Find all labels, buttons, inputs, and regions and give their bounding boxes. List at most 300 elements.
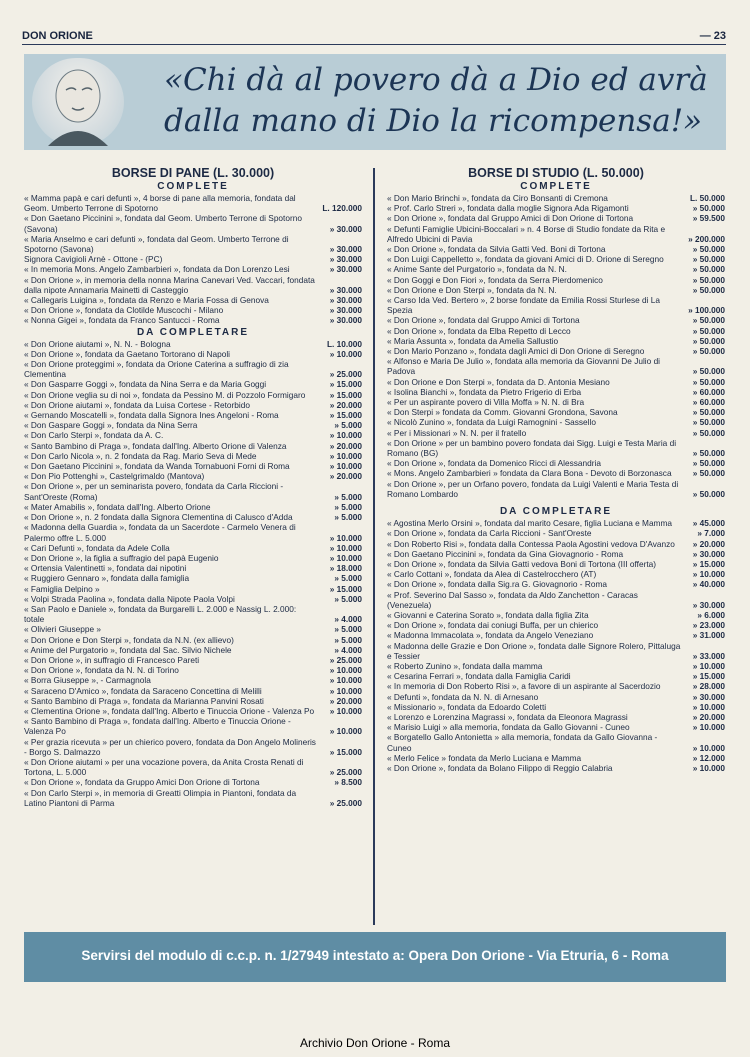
entry-amount: » 5.000 — [334, 501, 362, 512]
banner-quote-line1: «Chi dà al povero dà a Dio ed avrà — [164, 62, 708, 98]
entry-amount: » 10.000 — [329, 461, 362, 472]
entry-text: « Don Orione », in memoria della nonna Marina Canevari Ved. Vaccari, fondata dalla nipote Annamaria Mainetti di Casteggio — [24, 274, 315, 295]
entry-text: « Don Mario Ponzano », fondata dagli Amici di Don Orione di Seregno — [387, 346, 645, 357]
entry-amount: » 50.000 — [692, 366, 725, 377]
list-item — [24, 400, 362, 410]
list-item — [387, 528, 725, 538]
entry-text: « Santo Bambino di Praga », fondata dall'Ing. Alberto Orione di Valenza — [24, 440, 287, 451]
entry-amount: » 15.000 — [329, 379, 362, 390]
list-item — [387, 661, 725, 671]
list-item — [387, 579, 725, 589]
entry-text: « Don Orione », la figlia a suffragio del papà Eugenio — [24, 552, 219, 563]
list-item — [24, 390, 362, 400]
list-item — [24, 305, 362, 315]
entry-text: « Don Sterpi » fondata da Comm. Giovanni Grondona, Savona — [387, 407, 618, 418]
entry-amount: » 50.000 — [692, 346, 725, 357]
entry-amount: » 50.000 — [692, 468, 725, 479]
entry-text: « Carlo Cottani », fondata da Alea di Castelrocchero (AT) — [387, 569, 597, 580]
entry-text: « Anime del Purgatorio », fondata dal Sac. Silvio Nichele — [24, 644, 232, 655]
bread-complete-list — [24, 193, 362, 326]
entry-amount: » 60.000 — [692, 397, 725, 408]
entry-amount: » 10.000 — [692, 722, 725, 733]
entry-text: « Don Orione », fondata da Clotilde Muscochi - Milano — [24, 305, 224, 316]
entry-amount: » 60.000 — [692, 386, 725, 397]
entry-amount: » 30.000 — [692, 548, 725, 559]
entry-text: « Don Orione proteggimi », fondata da Orione Caterina a suffragio di zia Clementina — [24, 359, 289, 380]
list-item — [24, 254, 362, 264]
list-item — [24, 461, 362, 471]
list-item — [387, 193, 725, 203]
list-item — [24, 339, 362, 349]
list-item — [387, 264, 725, 274]
entry-text: « Gernando Moscatelli », fondata dalla Signora Ines Angeloni - Roma — [24, 410, 279, 421]
list-item — [24, 295, 362, 305]
entry-text: « Don Orione veglia su di noi », fondata da Pessino M. di Pozzolo Formigaro — [24, 389, 306, 400]
entry-text: « Nicolò Zunino », fondata da Luigi Ramognini - Sassello — [387, 417, 596, 428]
entry-amount: » 30.000 — [692, 599, 725, 610]
list-item — [24, 502, 362, 512]
list-item — [24, 359, 362, 379]
list-item — [387, 641, 725, 661]
entry-text: « Per grazia ricevuta » per un chierico povero, fondata da Don Angelo Molineris - Borgo S. Dalmazzo — [24, 736, 316, 757]
entry-text: « Don Orione », fondata dal Gruppo Amici di Don Orione di Tortona — [387, 213, 634, 224]
entry-text: « Mons. Angelo Zambarbieri » fondata da Clara Bona - Devoto di Borzonasca — [387, 468, 672, 479]
entry-amount: » 50.000 — [692, 427, 725, 438]
entry-text: « Anime Sante del Purgatorio », fondata da N. N. — [387, 264, 567, 275]
list-item — [24, 696, 362, 706]
entry-amount: » 10.000 — [329, 450, 362, 461]
entry-amount: » 30.000 — [329, 244, 362, 255]
entry-text: « Per un aspirante povero di Villa Moffa » N. N. di Bra — [387, 397, 585, 408]
entry-text: « Callegaris Luigina », fondata da Renzo e Maria Fossa di Genova — [24, 295, 269, 306]
entry-text: « Don Orione e Don Sterpi », fondata da N. N. — [387, 284, 557, 295]
entry-amount: » 15.000 — [329, 583, 362, 594]
entry-text: « Don Orione », in suffragio di Francesco Pareti — [24, 654, 200, 665]
entry-amount: » 50.000 — [692, 274, 725, 285]
entry-amount: » 33.000 — [692, 650, 725, 661]
entry-text: « Don Gaetano Piccinini », fondata da Wanda Tornabuoni Forni di Roma — [24, 461, 290, 472]
entry-amount: » 10.000 — [329, 665, 362, 676]
portrait-image — [32, 58, 124, 146]
entry-amount: » 10.000 — [692, 742, 725, 753]
banner-quote-line2: dalla mano di Dio la ricompensa!» — [164, 103, 703, 139]
list-item — [387, 671, 725, 681]
list-item — [24, 757, 362, 777]
list-item — [387, 224, 725, 244]
entry-amount: » 5.000 — [334, 593, 362, 604]
entry-text: « Nonna Gigei », fondata da Franco Santucci - Roma — [24, 315, 220, 326]
entry-amount: » 25.000 — [329, 767, 362, 778]
list-item — [387, 285, 725, 295]
entry-text: « Don Orione », fondata da Gruppo Amici Don Orione di Tortona — [24, 777, 260, 788]
entry-amount: » 30.000 — [329, 254, 362, 265]
list-item — [387, 681, 725, 691]
entry-text: « Don Orione aiutami », fondata da Luisa Cortese - Retorbido — [24, 399, 250, 410]
study-column — [387, 166, 725, 773]
list-item — [387, 377, 725, 387]
list-item — [24, 737, 362, 757]
entry-text: « Borgatello Gallo Antonietta » alla memoria, fondata da Gallo Giovanna - Cuneo — [387, 732, 658, 753]
entry-amount: » 5.000 — [334, 624, 362, 635]
entry-amount: » 30.000 — [329, 315, 362, 326]
entry-amount: L. 10.000 — [326, 338, 362, 349]
list-item — [24, 553, 362, 563]
entry-amount: » 50.000 — [692, 315, 725, 326]
entry-text: « Santo Bambino di Praga », fondata dall'Ing. Alberto e Tinuccia Orione - Valenza Po — [24, 716, 291, 737]
list-item — [24, 624, 362, 634]
entry-text: « Don Orione », fondata da Bolano Filippo di Reggio Calabria — [387, 762, 613, 773]
list-item — [387, 630, 725, 640]
entry-amount: » 15.000 — [329, 410, 362, 421]
entry-text: « Olivieri Giuseppe » — [24, 624, 102, 635]
entry-text: « Giovanni e Caterina Sorato », fondata dalla figlia Zita — [387, 609, 589, 620]
list-item — [387, 213, 725, 223]
entry-amount: » 30.000 — [329, 284, 362, 295]
entry-text: « Don Orione aiutami » per una vocazione povera, da Anita Crosta Renati di Tortona, L. 5.000 — [24, 756, 304, 778]
entry-amount: » 30.000 — [692, 691, 725, 702]
study-complete-heading: COMPLETE — [520, 181, 592, 192]
list-item — [24, 193, 362, 213]
list-item — [387, 559, 725, 569]
list-item — [387, 458, 725, 468]
entry-amount: » 100.000 — [688, 305, 725, 316]
entry-amount: » 7.000 — [697, 528, 725, 539]
entry-text: « Don Orione », fondata da N. N. di Torino — [24, 665, 179, 676]
study-complete-list — [387, 193, 725, 499]
entry-amount: » 30.000 — [329, 223, 362, 234]
entry-amount: » 15.000 — [692, 558, 725, 569]
entry-amount: » 10.000 — [329, 675, 362, 686]
list-item — [387, 569, 725, 579]
list-item — [387, 254, 725, 264]
list-item — [24, 573, 362, 583]
entry-amount: » 25.000 — [329, 654, 362, 665]
entry-text: « In memoria Mons. Angelo Zambarbieri », fondata da Don Lorenzo Lesi — [24, 264, 290, 275]
entry-amount: » 50.000 — [692, 244, 725, 255]
entry-text: « Madonna delle Grazie e Don Orione », fondata dalle Signore Rolero, Pittaluga e Tessier — [387, 640, 681, 661]
entry-text: « Defunti Famiglie Ubicini-Boccalari » n. 4 Borse di Studio fondate da Rita e Alfredo Ubicini di Pavia — [387, 223, 666, 244]
list-item — [24, 522, 362, 542]
entry-amount: » 10.000 — [329, 685, 362, 696]
entry-amount: » 10.000 — [692, 569, 725, 580]
entry-text: « Don Orione e Don Sterpi », fondata da N.N. (ex allievo) — [24, 634, 234, 645]
entry-amount: » 28.000 — [692, 681, 725, 692]
header-rule — [22, 44, 726, 45]
list-item — [24, 563, 362, 573]
list-item — [387, 722, 725, 732]
entry-text: « Isolina Bianchi », fondata da Pietro Frigerio di Erba — [387, 386, 582, 397]
list-item — [24, 706, 362, 716]
list-item — [387, 620, 725, 630]
entry-text: « Madonna Immacolata », fondata da Angelo Veneziano — [387, 630, 594, 641]
entry-text: « Ortensia Valentinetti », fondata dai nipotini — [24, 563, 187, 574]
entry-amount: » 5.000 — [334, 573, 362, 584]
page-header — [22, 30, 726, 44]
entry-amount: » 15.000 — [329, 389, 362, 400]
entry-text: « Don Carlo Sterpi », fondata da A. C. — [24, 430, 164, 441]
entry-amount: » 23.000 — [692, 620, 725, 631]
list-item — [24, 512, 362, 522]
entry-text: « Cesarina Ferrari », fondata dalla Famiglia Caridi — [387, 671, 571, 682]
list-item — [24, 430, 362, 440]
entry-amount: » 10.000 — [329, 542, 362, 553]
entry-amount: » 30.000 — [329, 305, 362, 316]
list-item — [24, 665, 362, 675]
list-item — [387, 295, 725, 315]
entry-text: « Famiglia Delpino » — [24, 583, 100, 594]
list-item — [24, 635, 362, 645]
list-item — [24, 410, 362, 420]
entry-text: « Don Luigi Cappelletto », fondata da giovani Amici di D. Orione di Seregno — [387, 254, 664, 265]
entry-text: « Maria Anselmo e cari defunti », fondata dal Geom. Umberto Terrone di Spotorno (Savona) — [24, 233, 289, 255]
entry-text: « Don Mario Brinchi », fondata da Ciro Bonsanti di Cremona — [387, 193, 608, 203]
entry-amount: » 10.000 — [329, 430, 362, 441]
list-item — [24, 451, 362, 461]
column-divider — [373, 168, 375, 925]
entry-amount: » 50.000 — [692, 254, 725, 265]
list-item — [24, 675, 362, 685]
entry-amount: » 10.000 — [329, 532, 362, 543]
entry-text: « Marisio Luigi » alla memoria, fondata da Gallo Giovanni - Cuneo — [387, 722, 630, 733]
entry-text: « Don Orione », fondata da Carla Riccioni - Sant'Oreste — [387, 528, 592, 539]
entry-text: « Don Pio Pottenghi », Castelgrimaldo (Mantova) — [24, 471, 205, 482]
list-item — [387, 336, 725, 346]
entry-amount: » 5.000 — [334, 420, 362, 431]
entry-text: « Per i Missionari » N. N. per il fratello — [387, 427, 527, 438]
entry-amount: » 45.000 — [692, 518, 725, 529]
bread-column — [24, 166, 362, 808]
list-item — [387, 275, 725, 285]
list-item — [24, 594, 362, 604]
entry-text: « Missionario », fondata da Edoardo Coletti — [387, 701, 547, 712]
entry-amount: » 20.000 — [692, 538, 725, 549]
entry-text: « Don Orione » per un bambino povero fondata dai Sigg. Luigi e Testa Maria di Romano (BG) — [387, 437, 677, 459]
list-item — [24, 420, 362, 430]
entry-amount: » 50.000 — [692, 264, 725, 275]
entry-text: Signora Cavigioli Arnè - Ottone - (PC) — [24, 254, 163, 265]
bread-complete-heading: COMPLETE — [157, 181, 229, 192]
entry-text: « Don Orione e Don Sterpi », fondata da D. Antonia Mesiano — [387, 376, 610, 387]
list-item — [24, 645, 362, 655]
entry-text: « Don Gaetano Piccinini », fondata da Gina Giovagnorio - Roma — [387, 548, 624, 559]
entry-amount: » 50.000 — [692, 407, 725, 418]
entry-amount: » 5.000 — [334, 512, 362, 523]
entry-text: « Mater Amabilis », fondata dall'Ing. Alberto Orione — [24, 501, 211, 512]
entry-amount: » 31.000 — [692, 630, 725, 641]
list-item — [24, 686, 362, 696]
bread-pending-list — [24, 339, 362, 808]
entry-text: « Don Orione », fondata da Elba Repetto di Lecco — [387, 325, 571, 336]
list-item — [24, 379, 362, 389]
entry-amount: » 50.000 — [692, 325, 725, 336]
entry-amount: » 10.000 — [329, 348, 362, 359]
list-item — [24, 441, 362, 451]
list-item — [24, 234, 362, 254]
footer-text: Servirsi del modulo di c.c.p. n. 1/27949 intestato a: Opera Don Orione - Via Etruria, 6 - Roma — [81, 948, 669, 963]
list-item — [387, 518, 725, 528]
list-item — [24, 275, 362, 295]
entry-text: « Saraceno D'Amico », fondata da Saraceno Concettina di Melilli — [24, 685, 262, 696]
entry-amount: » 30.000 — [329, 264, 362, 275]
list-item — [387, 203, 725, 213]
entry-amount: » 12.000 — [692, 752, 725, 763]
list-item — [387, 468, 725, 478]
entry-text: « Don Orione », fondata da Domenico Ricci di Alessandria — [387, 458, 601, 469]
entry-text: « Cari Defunti », fondata da Adele Colla — [24, 542, 170, 553]
list-item — [387, 712, 725, 722]
entry-text: « Don Orione », per un Orfano povero, fondata da Luigi Valenti e Maria Testa di Romano Lombardo — [387, 478, 679, 499]
entry-amount: » 50.000 — [692, 335, 725, 346]
entry-text: « In memoria di Don Roberto Risi », a favore di un aspirante al Sacerdozio — [387, 681, 661, 692]
entry-amount: » 20.000 — [692, 711, 725, 722]
entry-amount: L. 50.000 — [689, 193, 725, 203]
entry-amount: » 59.500 — [692, 213, 725, 224]
entry-text: « Mamma papà e cari defunti », 4 borse di pane alla memoria, fondata dal Geom. Umberto Terrone di Spotorno — [24, 193, 296, 214]
list-item — [387, 428, 725, 438]
list-item — [24, 584, 362, 594]
list-item — [387, 753, 725, 763]
study-pending-heading: DA COMPLETARE — [499, 506, 613, 518]
page-number: — 23 — [699, 30, 726, 42]
list-item — [387, 407, 725, 417]
entry-amount: » 50.000 — [692, 488, 725, 499]
entry-text: « Prof. Severino Dal Sasso », fondata da Aldo Zanchetton - Caracas (Venezuela) — [387, 589, 638, 610]
entry-amount: » 4.000 — [334, 644, 362, 655]
entry-amount: » 200.000 — [688, 233, 725, 244]
list-item — [24, 264, 362, 274]
entry-text: « Don Gaetano Piccinini », fondata dal Geom. Umberto Terrone di Spotorno (Savona) — [24, 213, 302, 234]
list-item — [24, 788, 362, 808]
list-item — [387, 539, 725, 549]
entry-amount: » 8.500 — [334, 777, 362, 788]
list-item — [24, 213, 362, 233]
entry-text: « Don Gasparre Goggi », fondata da Nina Serra e da Maria Goggi — [24, 379, 267, 390]
list-item — [387, 356, 725, 376]
entry-text: « Don Orione », fondata dai coniugi Buffa, per un chierico — [387, 620, 599, 631]
entry-text: « Lorenzo e Lorenzina Magrassi », fondata da Eleonora Magrassi — [387, 711, 628, 722]
quote-banner — [24, 54, 726, 150]
entry-amount: » 50.000 — [692, 376, 725, 387]
entry-text: « Madonna della Guardia », fondata da un Sacerdote - Carmelo Venera di Palermo offre L. 5.000 — [24, 522, 296, 543]
payment-footer — [24, 932, 726, 982]
list-item — [387, 315, 725, 325]
entry-amount: » 40.000 — [692, 579, 725, 590]
entry-amount: » 10.000 — [329, 726, 362, 737]
list-item — [387, 397, 725, 407]
entry-text: « Don Carlo Nicola », n. 2 fondata da Rag. Mario Seva di Mede — [24, 450, 257, 461]
list-item — [387, 763, 725, 773]
entry-amount: » 10.000 — [692, 660, 725, 671]
entry-text: « Don Roberto Risi », fondata dalla Contessa Paola Agostini vedova D'Avanzo — [387, 538, 675, 549]
entry-amount: » 50.000 — [692, 417, 725, 428]
entry-text: « Don Orione », fondata da Gaetano Tortorano di Napoli — [24, 348, 231, 359]
entry-amount: » 10.000 — [692, 762, 725, 773]
entry-text: « Don Orione aiutami », N. N. - Bologna — [24, 338, 171, 349]
entry-amount: » 15.000 — [329, 746, 362, 757]
list-item — [387, 417, 725, 427]
entry-text: « Alfonso e Maria De Julio », fondata alla memoria da Giovanni De Julio di Padova — [387, 356, 661, 377]
list-item — [24, 543, 362, 553]
list-item — [387, 610, 725, 620]
entry-amount: » 10.000 — [329, 552, 362, 563]
list-item — [387, 692, 725, 702]
entry-amount: » 20.000 — [329, 471, 362, 482]
entry-text: « Maria Assunta », fondata da Amelia Sallustio — [387, 335, 559, 346]
list-item — [387, 438, 725, 458]
entry-text: « Carso Ida Ved. Bertero », 2 borse fondate da Emilia Rossi Sturlese di La Spezia — [387, 295, 661, 316]
magazine-name: DON ORIONE — [22, 30, 93, 42]
study-column-title: BORSE DI STUDIO (L. 50.000) — [468, 166, 644, 180]
entry-text: « Volpi Strada Paolina », fondata dalla Nipote Paola Volpi — [24, 593, 235, 604]
entry-text: « Agostina Merlo Orsini », fondata dal marito Cesare, figlia Luciana e Mamma — [387, 518, 672, 529]
entry-amount: » 4.000 — [334, 614, 362, 625]
entry-text: « Ruggiero Gennaro », fondata dalla famiglia — [24, 573, 190, 584]
entry-text: « Don Gaspare Goggi », fondata da Nina Serra — [24, 420, 198, 431]
list-item — [387, 387, 725, 397]
list-item — [387, 346, 725, 356]
entry-amount: » 5.000 — [334, 634, 362, 645]
entry-amount: » 50.000 — [692, 458, 725, 469]
entry-text: « San Paolo e Daniele », fondata da Burgarelli L. 2.000 e Nassig L. 2.000: totale — [24, 603, 297, 625]
entry-amount: » 50.000 — [692, 284, 725, 295]
list-item — [387, 479, 725, 499]
list-item — [24, 481, 362, 501]
entry-text: « Don Orione », fondata da Silvia Gatti vedova Boni di Tortona (III offerta) — [387, 558, 657, 569]
bread-column-title: BORSE DI PANE (L. 30.000) — [111, 166, 275, 180]
entry-text: « Borra Giuseppe », - Carmagnola — [24, 675, 151, 686]
entry-text: « Roberto Zunino », fondata dalla mamma — [387, 660, 543, 671]
entry-amount: » 20.000 — [329, 695, 362, 706]
list-item — [387, 244, 725, 254]
entry-amount: L. 120.000 — [322, 203, 362, 214]
entry-text: « Don Orione », fondata dal Gruppo Amici di Tortona — [387, 315, 580, 326]
entry-amount: » 10.000 — [329, 705, 362, 716]
list-item — [24, 349, 362, 359]
entry-text: « Don Goggi e Don Fiori », fondata da Serra Pierdomenico — [387, 274, 603, 285]
entry-amount: » 15.000 — [692, 671, 725, 682]
list-item — [387, 732, 725, 752]
entry-amount: » 6.000 — [697, 609, 725, 620]
banner-quote — [164, 60, 720, 142]
list-item — [24, 471, 362, 481]
entry-text: « Don Orione », fondata dalla Sig.ra G. Giovagnorio - Roma — [387, 579, 607, 590]
entry-amount: » 30.000 — [329, 295, 362, 306]
entry-amount: » 20.000 — [329, 440, 362, 451]
list-item — [24, 716, 362, 736]
entry-amount: » 25.000 — [329, 797, 362, 808]
list-item — [24, 777, 362, 787]
entry-text: « Don Orione », fondata da Silvia Gatti Ved. Boni di Tortona — [387, 244, 606, 255]
bread-pending-heading: DA COMPLETARE — [136, 326, 250, 338]
entry-text: « Don Carlo Sterpi », in memoria di Greatti Olimpia in Piantoni, fondata da Latino Piantoni di Parma — [24, 787, 297, 808]
entry-text: « Don Orione », n. 2 fondata dalla Signora Clementina di Calusco d'Adda — [24, 512, 293, 523]
entry-text: « Merlo Felice » fondata da Merlo Luciana e Mamma — [387, 752, 582, 763]
entry-amount: » 5.000 — [334, 491, 362, 502]
list-item — [387, 549, 725, 559]
entry-text: « Don Orione », per un seminarista povero, fondata da Carla Riccioni - Sant'Oreste (Roma) — [24, 481, 284, 502]
entry-amount: » 50.000 — [692, 203, 725, 214]
list-item — [24, 655, 362, 665]
entry-text: « Defunti », fondata da N. N. di Arnesano — [387, 691, 539, 702]
entry-amount: » 20.000 — [329, 399, 362, 410]
entry-amount: » 18.000 — [329, 563, 362, 574]
entry-amount: » 50.000 — [692, 448, 725, 459]
list-item — [387, 590, 725, 610]
list-item — [24, 604, 362, 624]
entry-text: « Prof. Carlo Streri », fondata dalla moglie Signora Ada Rigamonti — [387, 203, 629, 214]
list-item — [387, 326, 725, 336]
list-item — [24, 315, 362, 325]
